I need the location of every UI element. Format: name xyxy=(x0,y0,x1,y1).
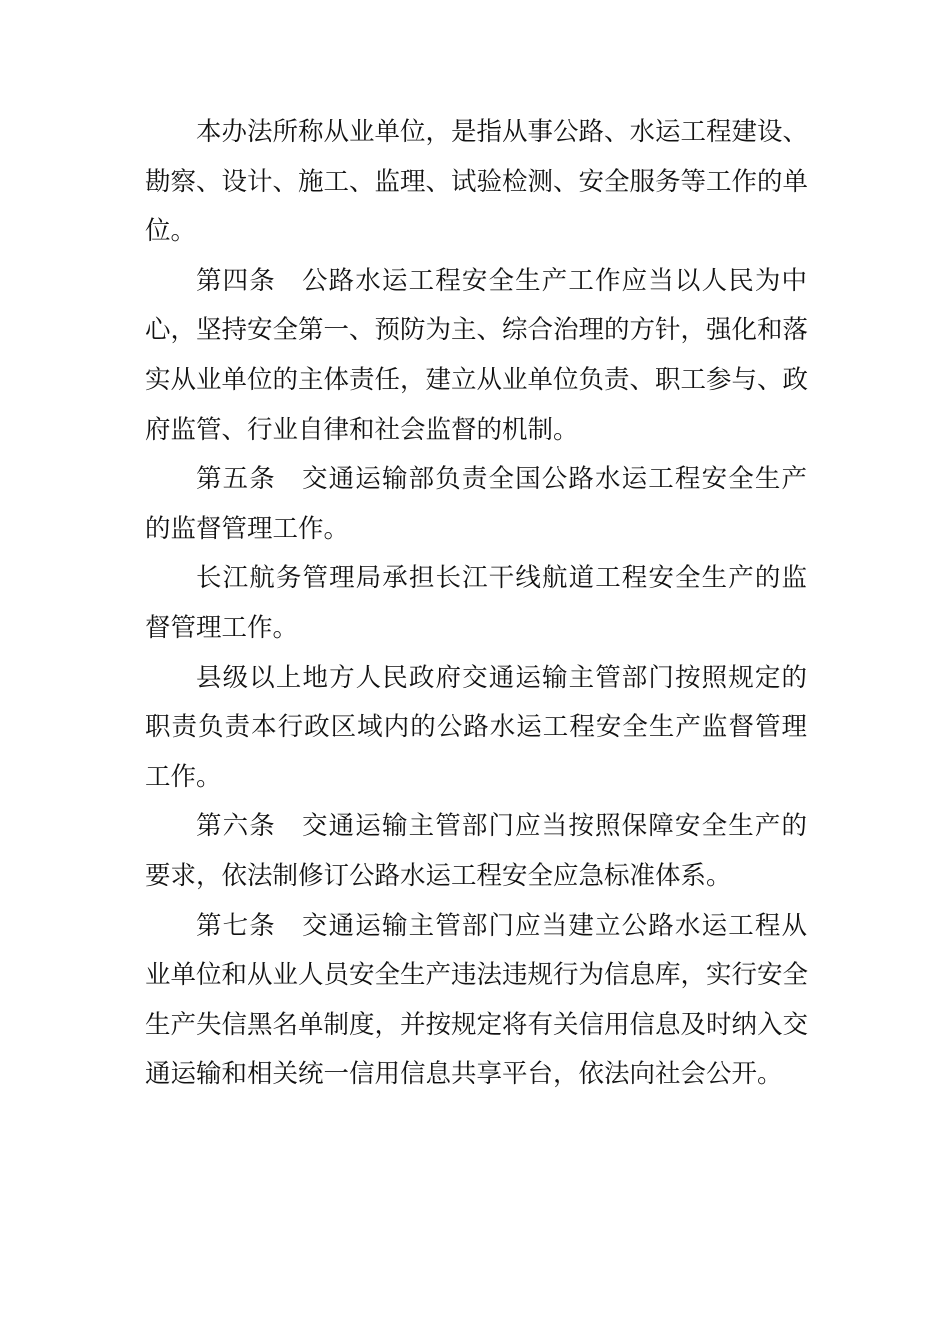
text-line xyxy=(145,455,807,505)
paragraph-local-authorities xyxy=(145,654,807,803)
text-line: 心，坚持安全第一、预防为主、综合治理的方针，强化和落 xyxy=(145,315,809,346)
text-line: 长江航务管理局承担长江干线航道工程安全生产的监 xyxy=(196,563,807,594)
text-line: 府监管、行业自律和社会监督的机制。 xyxy=(145,414,579,445)
text-line: 本办法所称从业单位，是指从事公路、水运工程建设、 xyxy=(196,117,809,147)
article-text: 公路水运工程安全生产工作应当以人民为中 xyxy=(300,265,807,296)
paragraph-article-5 xyxy=(145,455,807,554)
paragraph-article-6 xyxy=(145,802,807,901)
paragraph-yangtze-bureau xyxy=(145,554,807,653)
text-line: 工作。 xyxy=(145,761,222,792)
text-line: 要求，依法制修订公路水运工程安全应急标准体系。 xyxy=(145,860,732,891)
article-text: 交通运输主管部门应当按照保障安全生产的 xyxy=(300,811,807,842)
text-line: 县级以上地方人民政府交通运输主管部门按照规定的 xyxy=(196,662,807,693)
article-number: 第六条 xyxy=(196,811,276,842)
article-number: 第七条 xyxy=(196,910,276,941)
text-line: 实从业单位的主体责任，建立从业单位负责、职工参与、政 xyxy=(145,364,809,395)
text-line: 通运输和相关统一信用信息共享平台，依法向社会公开。 xyxy=(145,1059,783,1090)
paragraph-article-4 xyxy=(145,257,807,455)
article-text: 交通运输部负责全国公路水运工程安全生产 xyxy=(300,464,807,495)
text-line: 业单位和从业人员安全生产违法违规行为信息库，实行安全 xyxy=(145,960,809,991)
article-text: 交通运输主管部门应当建立公路水运工程从 xyxy=(300,910,807,941)
article-number: 第四条 xyxy=(196,265,276,296)
text-line: 的监督管理工作。 xyxy=(145,513,350,544)
text-line: 勘察、设计、施工、监理、试验检测、安全服务等工作的单 xyxy=(145,166,809,197)
paragraph-scope-definition xyxy=(145,108,807,257)
text-line xyxy=(145,257,807,307)
text-line: 生产失信黑名单制度，并按规定将有关信用信息及时纳入交 xyxy=(145,1009,809,1040)
paragraph-article-7 xyxy=(145,902,807,1100)
text-line xyxy=(145,902,807,952)
text-line: 位。 xyxy=(145,216,197,247)
text-line: 督管理工作。 xyxy=(145,612,299,643)
text-line xyxy=(145,802,807,852)
document-body xyxy=(145,108,807,1100)
article-number: 第五条 xyxy=(196,464,276,495)
text-line: 职责负责本行政区域内的公路水运工程安全生产监督管理 xyxy=(145,712,807,743)
